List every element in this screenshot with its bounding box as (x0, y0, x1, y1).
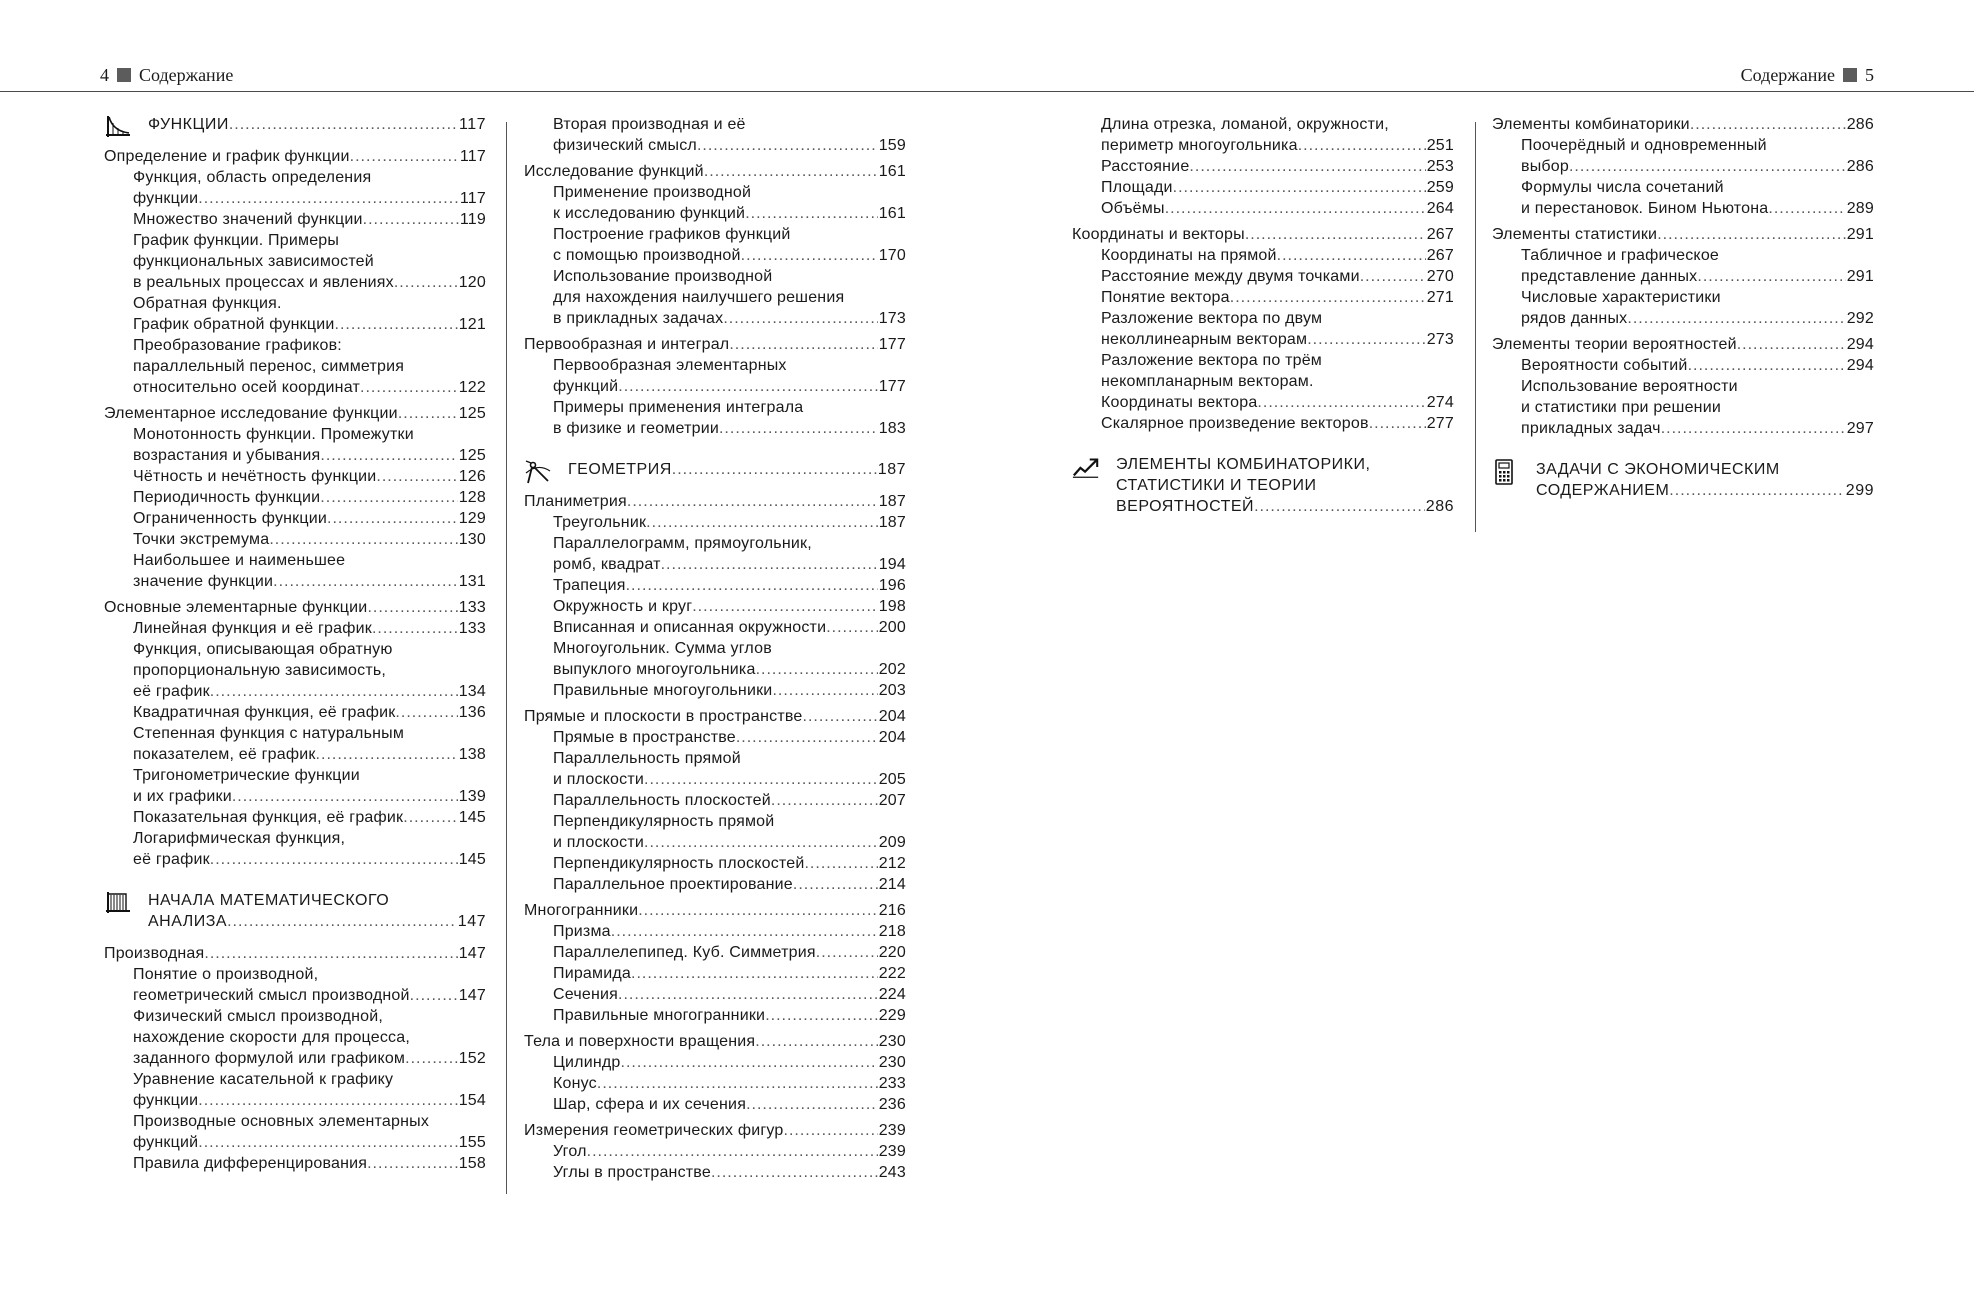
page-number: 286 (1425, 498, 1454, 515)
toc-subentry[interactable]: Множество значений функции ..... 119 (104, 209, 486, 230)
calculator-icon (1492, 459, 1520, 485)
page-number: 117 (458, 116, 486, 133)
toc-subentry[interactable]: График функции. Примеры функциональных зависимостей в реальных процессах и явлениях ..... 120 (104, 230, 486, 293)
toc-subentry[interactable]: Правила дифференцирования ..... 158 (104, 1153, 486, 1174)
toc-subentry[interactable]: Функция, описывающая обратную пропорциональную зависимость, её график ..... 134 (104, 639, 486, 702)
left-page-header (100, 62, 233, 86)
toc-subentry[interactable]: Конус ..... 233 (524, 1073, 906, 1094)
toc-subentry[interactable]: Призма ..... 218 (524, 921, 906, 942)
toc-subentry[interactable]: Сечения ..... 224 (524, 984, 906, 1005)
toc-column-4 (1492, 114, 1874, 501)
toc-section-analysis[interactable] (104, 890, 486, 932)
toc-entry[interactable]: Первообразная и интеграл ..... 177 (524, 334, 906, 355)
toc-subentry[interactable]: Показательная функция, её график ..... 145 (104, 807, 486, 828)
column-divider (506, 122, 507, 1194)
toc-subentry[interactable]: Первообразная элементарных функций ..... 177 (524, 355, 906, 397)
right-page-number: 5 (1865, 64, 1874, 85)
toc-subentry[interactable]: Формулы числа сочетаний и перестановок. Бином Ньютона ..... 289 (1492, 177, 1874, 219)
toc-entry[interactable]: Производная ..... 147 (104, 943, 486, 964)
toc-subentry[interactable]: Шар, сфера и их сечения ..... 236 (524, 1094, 906, 1115)
toc-subentry[interactable]: Расстояние ..... 253 (1072, 156, 1454, 177)
right-page-header (1741, 62, 1874, 86)
toc-subentry[interactable]: Координаты на прямой ..... 267 (1072, 245, 1454, 266)
toc-subentry[interactable]: Физический смысл производной, нахождение скорости для процесса, заданного формулой или графиком ..... 152 (104, 1006, 486, 1069)
section-title: ВЕРОЯТНОСТЕЙ (1116, 498, 1255, 515)
toc-entry[interactable]: Элементы комбинаторики ..... 286 (1492, 114, 1874, 135)
section-title: ЗАДАЧИ С ЭКОНОМИЧЕСКИМ (1536, 461, 1780, 478)
toc-subentry[interactable]: Прямые в пространстве ..... 204 (524, 727, 906, 748)
toc-subentry[interactable]: Параллелограмм, прямоугольник, ромб, квадрат ..... 194 (524, 533, 906, 575)
toc-section-economics[interactable] (1492, 459, 1874, 501)
toc-subentry[interactable]: Монотонность функции. Промежутки возрастания и убывания ..... 125 (104, 424, 486, 466)
toc-subentry[interactable]: Параллельность плоскостей ..... 207 (524, 790, 906, 811)
toc-subentry[interactable]: Углы в пространстве ..... 243 (524, 1162, 906, 1183)
toc-column-3 (1072, 114, 1454, 517)
toc-subentry[interactable]: Чётность и нечётность функции ..... 126 (104, 466, 486, 487)
section-title: НАЧАЛА МАТЕМАТИЧЕСКОГО (148, 892, 390, 909)
section-title: ЭЛЕМЕНТЫ КОМБИНАТОРИКИ, (1116, 456, 1371, 473)
trend-chart-icon (1072, 454, 1100, 480)
toc-subentry[interactable]: Угол ..... 239 (524, 1141, 906, 1162)
toc-subentry[interactable]: Производные основных элементарных функций ..... 155 (104, 1111, 486, 1153)
toc-subentry[interactable]: Примеры применения интеграла в физике и геометрии ..... 183 (524, 397, 906, 439)
toc-subentry[interactable]: Треугольник ..... 187 (524, 512, 906, 533)
toc-entry[interactable]: Основные элементарные функции ..... 133 (104, 597, 486, 618)
toc-subentry[interactable]: Числовые характеристики рядов данных ..... 292 (1492, 287, 1874, 329)
toc-subentry[interactable]: Вероятности событий ..... 294 (1492, 355, 1874, 376)
right-header-title: Содержание (1740, 64, 1835, 85)
toc-subentry[interactable]: Построение графиков функций с помощью производной ..... 170 (524, 224, 906, 266)
toc-subentry[interactable]: Скалярное произведение векторов ..... 277 (1072, 413, 1454, 434)
toc-entry[interactable]: Тела и поверхности вращения ..... 230 (524, 1031, 906, 1052)
toc-subentry[interactable]: Разложение вектора по трём некомпланарным векторам. Координаты вектора ..... 274 (1072, 350, 1454, 413)
toc-entry[interactable]: Многогранники ..... 216 (524, 900, 906, 921)
toc-section-combinatorics[interactable] (1072, 454, 1454, 517)
toc-subentry[interactable]: Преобразование графиков: параллельный перенос, симметрия относительно осей координат ..... 122 (104, 335, 486, 398)
toc-subentry[interactable]: Функция, область определения функции ..... 117 (104, 167, 486, 209)
toc-subentry[interactable]: Поочерёдный и одновременный выбор ..... 286 (1492, 135, 1874, 177)
toc-subentry[interactable]: Понятие вектора ..... 271 (1072, 287, 1454, 308)
header-rule (0, 91, 1974, 92)
toc-section-functions[interactable] (104, 114, 486, 135)
left-page-number: 4 (100, 64, 109, 85)
section-title: АНАЛИЗА (148, 913, 228, 930)
section-title: ГЕОМЕТРИЯ (568, 461, 672, 478)
toc-entry[interactable]: Координаты и векторы ..... 267 (1072, 224, 1454, 245)
toc-subentry[interactable]: Правильные многогранники ..... 229 (524, 1005, 906, 1026)
toc-subentry[interactable]: Перпендикулярность прямой и плоскости ..... 209 (524, 811, 906, 853)
toc-subentry[interactable]: Площади ..... 259 (1072, 177, 1454, 198)
toc-subentry[interactable]: Степенная функция с натуральным показателем, её график ..... 138 (104, 723, 486, 765)
toc-subentry[interactable]: Обратная функция. График обратной функции ..... 121 (104, 293, 486, 335)
toc-subentry[interactable]: Логарифмическая функция, её график ..... 145 (104, 828, 486, 870)
toc-entry[interactable]: Исследование функций ..... 161 (524, 161, 906, 182)
toc-subentry[interactable]: Точки экстремума ..... 130 (104, 529, 486, 550)
toc-entry[interactable]: Измерения геометрических фигур ..... 239 (524, 1120, 906, 1141)
toc-column-2 (524, 114, 906, 1183)
toc-entry[interactable]: Элементы теории вероятностей ..... 294 (1492, 334, 1874, 355)
page-number: 147 (457, 913, 486, 930)
compass-icon (524, 459, 552, 485)
toc-subentry[interactable]: Параллелепипед. Куб. Симметрия ..... 220 (524, 942, 906, 963)
header-square-icon (1843, 68, 1857, 82)
toc-subentry[interactable]: Длина отрезка, ломаной, окружности, периметр многоугольника ..... 251 (1072, 114, 1454, 156)
section-title: СОДЕРЖАНИЕМ (1536, 482, 1670, 499)
toc-column-1 (104, 112, 486, 1174)
toc-subentry[interactable]: Разложение вектора по двум неколлинеарным векторам ..... 273 (1072, 308, 1454, 350)
toc-subentry[interactable]: Параллельность прямой и плоскости ..... 205 (524, 748, 906, 790)
section-title: ФУНКЦИИ (148, 116, 229, 133)
toc-subentry[interactable]: Периодичность функции ..... 128 (104, 487, 486, 508)
toc-subentry[interactable]: Перпендикулярность плоскостей ..... 212 (524, 853, 906, 874)
toc-subentry[interactable]: Понятие о производной, геометрический смысл производной ..... 147 (104, 964, 486, 1006)
toc-entry[interactable]: Прямые и плоскости в пространстве ..... 204 (524, 706, 906, 727)
toc-subentry[interactable]: Вторая производная и её физический смысл ..... 159 (524, 114, 906, 156)
column-divider (1475, 122, 1476, 532)
toc-subentry[interactable]: Уравнение касательной к графику функции ..... 154 (104, 1069, 486, 1111)
toc-subentry[interactable]: Использование производной для нахождения наилучшего решения в прикладных задачах ..... 173 (524, 266, 906, 329)
toc-entry[interactable]: Элементы статистики ..... 291 (1492, 224, 1874, 245)
page-number: 299 (1845, 482, 1874, 499)
page-number: 187 (877, 461, 906, 478)
toc-subentry[interactable]: Применение производной к исследованию функций ..... 161 (524, 182, 906, 224)
integral-graph-icon (104, 890, 132, 916)
toc-subentry[interactable]: Трапеция ..... 196 (524, 575, 906, 596)
toc-section-geometry[interactable] (524, 459, 906, 480)
toc-subentry[interactable]: Правильные многоугольники ..... 203 (524, 680, 906, 701)
toc-subentry[interactable]: Объёмы ..... 264 (1072, 198, 1454, 219)
function-graph-icon (104, 114, 132, 140)
leader-dots (229, 114, 458, 135)
toc-entry[interactable]: Элементарное исследование функции ..... 125 (104, 403, 486, 424)
toc-subentry[interactable]: Линейная функция и её график ..... 133 (104, 618, 486, 639)
toc-subentry[interactable]: Параллельное проектирование ..... 214 (524, 874, 906, 895)
toc-subentry[interactable]: Окружность и круг ..... 198 (524, 596, 906, 617)
toc-subentry[interactable]: Пирамида ..... 222 (524, 963, 906, 984)
toc-subentry[interactable]: Многоугольник. Сумма углов выпуклого многоугольника ..... 202 (524, 638, 906, 680)
toc-subentry[interactable]: Квадратичная функция, её график ..... 136 (104, 702, 486, 723)
toc-subentry[interactable]: Цилиндр ..... 230 (524, 1052, 906, 1073)
header-square-icon (117, 68, 131, 82)
section-title: СТАТИСТИКИ И ТЕОРИИ (1116, 477, 1317, 494)
toc-subentry[interactable]: Расстояние между двумя точками ..... 270 (1072, 266, 1454, 287)
toc-subentry[interactable]: Табличное и графическое представление данных ..... 291 (1492, 245, 1874, 287)
toc-subentry[interactable]: Вписанная и описанная окружности ..... 200 (524, 617, 906, 638)
toc-subentry[interactable]: Наибольшее и наименьшее значение функции ..... 131 (104, 550, 486, 592)
toc-subentry[interactable]: Тригонометрические функции и их графики ..... 139 (104, 765, 486, 807)
left-header-title: Содержание (139, 64, 234, 85)
toc-subentry[interactable]: Использование вероятности и статистики при решении прикладных задач ..... 297 (1492, 376, 1874, 439)
toc-entry[interactable]: Планиметрия ..... 187 (524, 491, 906, 512)
toc-entry[interactable]: Определение и график функции ..... 117 (104, 146, 486, 167)
toc-subentry[interactable]: Ограниченность функции ..... 129 (104, 508, 486, 529)
